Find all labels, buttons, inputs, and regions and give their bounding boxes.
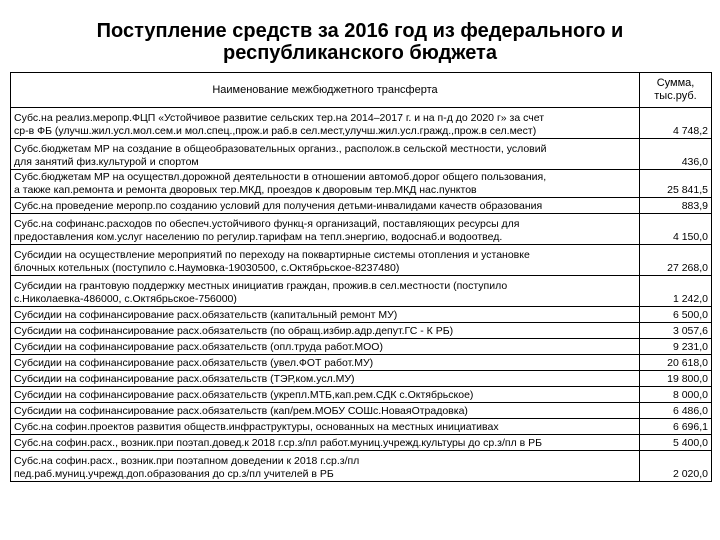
header-sum [640, 73, 712, 108]
transfer-sum: 3 057,6 [640, 323, 712, 339]
transfer-sum: 2 020,0 [640, 451, 712, 482]
table-row [11, 371, 712, 387]
transfer-name: Субсидии на софинансирование расх.обязательств (ТЭР,ком.усл.МУ) [11, 371, 640, 387]
transfer-name: Субсидии на софинансирование расх.обязательств (опл.труда работ.МОО) [11, 339, 640, 355]
table-row [11, 214, 712, 245]
table-row [11, 108, 712, 139]
table-row [11, 323, 712, 339]
page-title [0, 20, 720, 64]
transfer-name: Субс.бюджетам МР на осуществл.дорожной деятельности в отношении автомоб.дорог общего пользования, а также кап.ремонта и ремонта дворовых тер.МКД, проездов к дворовым тер.МКД нас.пунктов [11, 170, 640, 198]
table-row [11, 387, 712, 403]
transfer-name: Субс.на реализ.меропр.ФЦП «Устойчивое развитие сельских тер.на 2014–2017 г. и на п-д до 2020 г» за счет ср-в ФБ (улучш.жил.усл.мол.сем.и мол.спец.,прож.и раб.в сел.мест,улучш.жил.усл.гражд.,прож.в сел.мест) [11, 108, 640, 139]
transfer-sum: 5 400,0 [640, 435, 712, 451]
table-row [11, 139, 712, 170]
budget-table [10, 72, 712, 482]
transfer-sum: 6 500,0 [640, 307, 712, 323]
table-row [11, 355, 712, 371]
header-sum-line-1: Сумма, [656, 77, 695, 89]
transfer-name: Субсидии на осуществление мероприятий по переходу на поквартирные системы отопления и установке блочных котельных (поступило с.Наумовка-19030500, с.Октябрьское-8237480) [11, 245, 640, 276]
transfer-name: Субс.на софинанс.расходов по обеспеч.устойчивого функц-я организаций, поставляющих ресурсы для предоставления ком.услуг населению по регулир.тарифам на тепл.энергию, водоснаб.и водоотвед. [11, 214, 640, 245]
table-row [11, 435, 712, 451]
transfer-sum: 19 800,0 [640, 371, 712, 387]
table-header-row [11, 73, 712, 108]
transfer-sum: 25 841,5 [640, 170, 712, 198]
table-row [11, 198, 712, 214]
transfer-sum: 9 231,0 [640, 339, 712, 355]
transfer-name: Субсидии на софинансирование расх.обязательств (кап/рем.МОБУ СОШс.НоваяОтрадовка) [11, 403, 640, 419]
transfer-name: Субс.на софин.расх., возник.при поэтап.довед.к 2018 г.ср.з/пл работ.муниц.учрежд.культуры до ср.з/пл в РБ [11, 435, 640, 451]
table-row [11, 403, 712, 419]
transfer-sum: 1 242,0 [640, 276, 712, 307]
transfer-sum: 436,0 [640, 139, 712, 170]
transfer-sum: 6 696,1 [640, 419, 712, 435]
table-row [11, 276, 712, 307]
transfer-name: Субсидии на софинансирование расх.обязательств (укрепл.МТБ,кап.рем.СДК с.Октябрьское) [11, 387, 640, 403]
table-row [11, 245, 712, 276]
table-row [11, 419, 712, 435]
transfer-name: Субсидии на софинансирование расх.обязательств (капитальный ремонт МУ) [11, 307, 640, 323]
transfer-sum: 4 150,0 [640, 214, 712, 245]
header-name: Наименование межбюджетного трансферта [11, 73, 640, 108]
transfer-name: Субс.на софин.расх., возник.при поэтапном доведении к 2018 г.ср.з/пл пед.раб.муниц.учрежд.доп.образования до ср.з/пл учителей в РБ [11, 451, 640, 482]
title-line-1: Поступление средств за 2016 год из федерального и [96, 20, 624, 42]
transfer-sum: 883,9 [640, 198, 712, 214]
header-sum-line-2: тыс.руб. [654, 90, 697, 102]
table-row [11, 451, 712, 482]
transfer-sum: 20 618,0 [640, 355, 712, 371]
transfer-sum: 6 486,0 [640, 403, 712, 419]
transfer-sum: 27 268,0 [640, 245, 712, 276]
transfer-name: Субсидии на грантовую поддержку местных инициатив граждан, прожив.в сел.местности (поступило с.Николаевка-486000, с.Октябрьское-756000) [11, 276, 640, 307]
table-row [11, 307, 712, 323]
transfer-name: Субс.на софин.проектов развития обществ.инфраструктуры, основанных на местных инициативах [11, 419, 640, 435]
table-row [11, 339, 712, 355]
title-line-2: республиканского бюджета [223, 42, 497, 64]
transfer-name: Субсидии на софинансирование расх.обязательств (увел.ФОТ работ.МУ) [11, 355, 640, 371]
transfer-name: Субс.на проведение меропр.по созданию условий для получения детьми-инвалидами качеств образования [11, 198, 640, 214]
transfer-sum: 4 748,2 [640, 108, 712, 139]
transfer-name: Субсидии на софинансирование расх.обязательств (по обращ.избир.адр.депут.ГС - К РБ) [11, 323, 640, 339]
table-row [11, 170, 712, 198]
transfer-name: Субс.бюджетам МР на создание в общеобразовательных организ., располож.в сельской местности, условий для занятий физ.культурой и спортом [11, 139, 640, 170]
transfer-sum: 8 000,0 [640, 387, 712, 403]
